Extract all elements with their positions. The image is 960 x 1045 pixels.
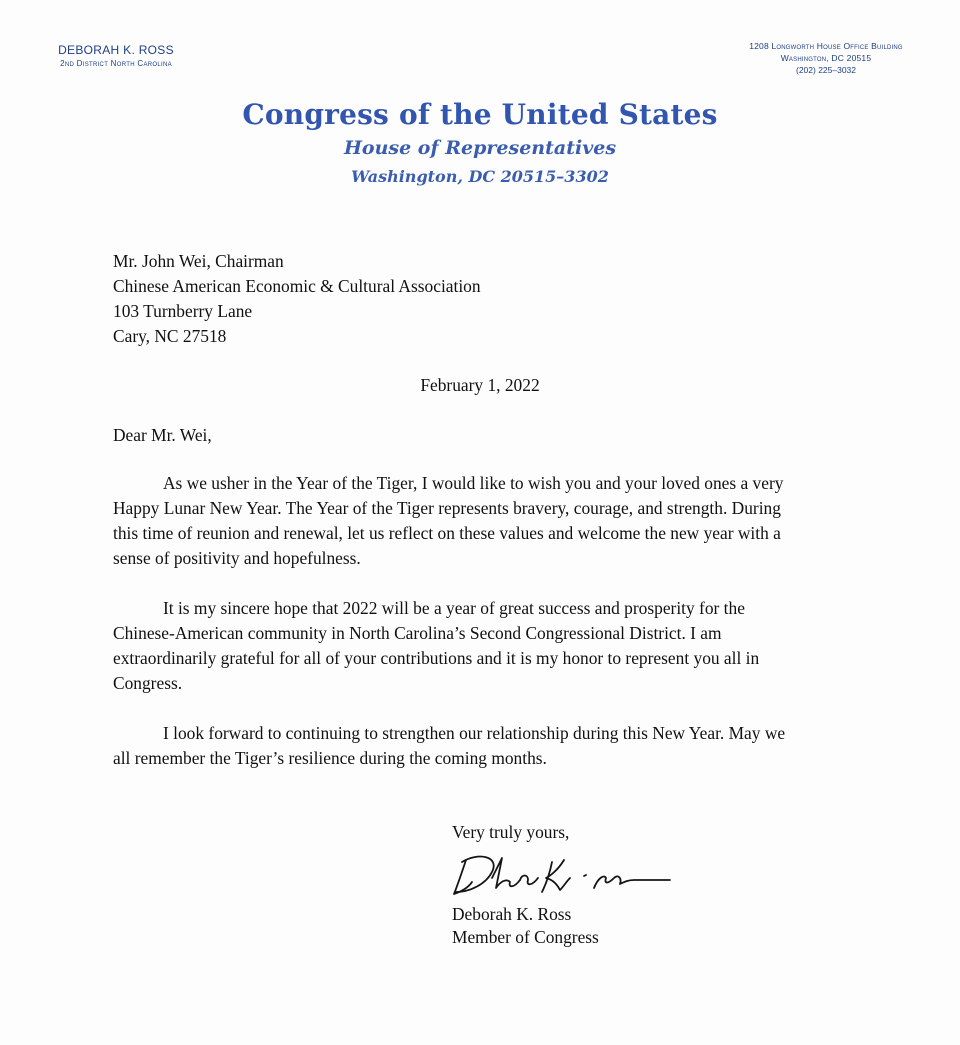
paragraph-line: this time of reunion and renewal, let us reflect on these values and welcome the new year with a	[113, 523, 781, 543]
office-address: 1208 Longworth House Office Building	[749, 41, 903, 51]
paragraph-line: all remember the Tiger’s resilience during the coming months.	[113, 748, 547, 768]
office-city: Washington, DC 20515	[780, 53, 872, 63]
letter-date: February 1, 2022	[420, 375, 540, 395]
body-paragraph	[113, 721, 853, 771]
body-paragraph	[113, 471, 853, 571]
body-paragraph	[113, 596, 853, 696]
signer-title: Member of Congress	[452, 927, 599, 947]
recipient-block	[113, 249, 853, 349]
paragraph-line: It is my sincere hope that 2022 will be a year of great success and prosperity for the	[163, 598, 745, 618]
recipient-street: 103 Turnberry Lane	[113, 301, 253, 321]
recipient-city: Cary, NC 27518	[113, 326, 227, 346]
paragraph-line: extraordinarily grateful for all of your contributions and it is my honor to represent you all in	[113, 648, 760, 668]
masthead	[0, 96, 960, 192]
handwritten-signature	[448, 848, 678, 900]
office-phone: (202) 225–3032	[795, 65, 857, 75]
signer-name: Deborah K. Ross	[452, 904, 572, 924]
closing: Very truly yours,	[452, 822, 570, 842]
member-name-header: DEBORAH K. ROSS	[58, 43, 174, 57]
masthead-address: Washington, DC 20515–3302	[351, 167, 609, 186]
paragraph-line: Happy Lunar New Year. The Year of the Tiger represents bravery, courage, and strength. During	[113, 498, 781, 518]
paragraph-line: As we usher in the Year of the Tiger, I would like to wish you and your loved ones a very	[163, 473, 784, 493]
paragraph-line: Chinese-American community in North Carolina’s Second Congressional District. I am	[113, 623, 722, 643]
masthead-congress: Congress of the United States	[242, 98, 718, 131]
paragraph-line: sense of positivity and hopefulness.	[113, 548, 361, 568]
paragraph-line: I look forward to continuing to strengthen our relationship during this New Year. May we	[163, 723, 786, 743]
member-district: 2nd District North Carolina	[60, 59, 172, 68]
recipient-name: Mr. John Wei, Chairman	[113, 251, 284, 271]
recipient-organization: Chinese American Economic & Cultural Association	[113, 276, 481, 296]
signer-block	[452, 903, 599, 949]
salutation: Dear Mr. Wei,	[113, 425, 212, 445]
letterhead-left	[0, 42, 232, 70]
letterhead-right	[714, 40, 938, 76]
masthead-house: House of Representatives	[343, 137, 617, 159]
paragraph-line: Congress.	[113, 673, 183, 693]
